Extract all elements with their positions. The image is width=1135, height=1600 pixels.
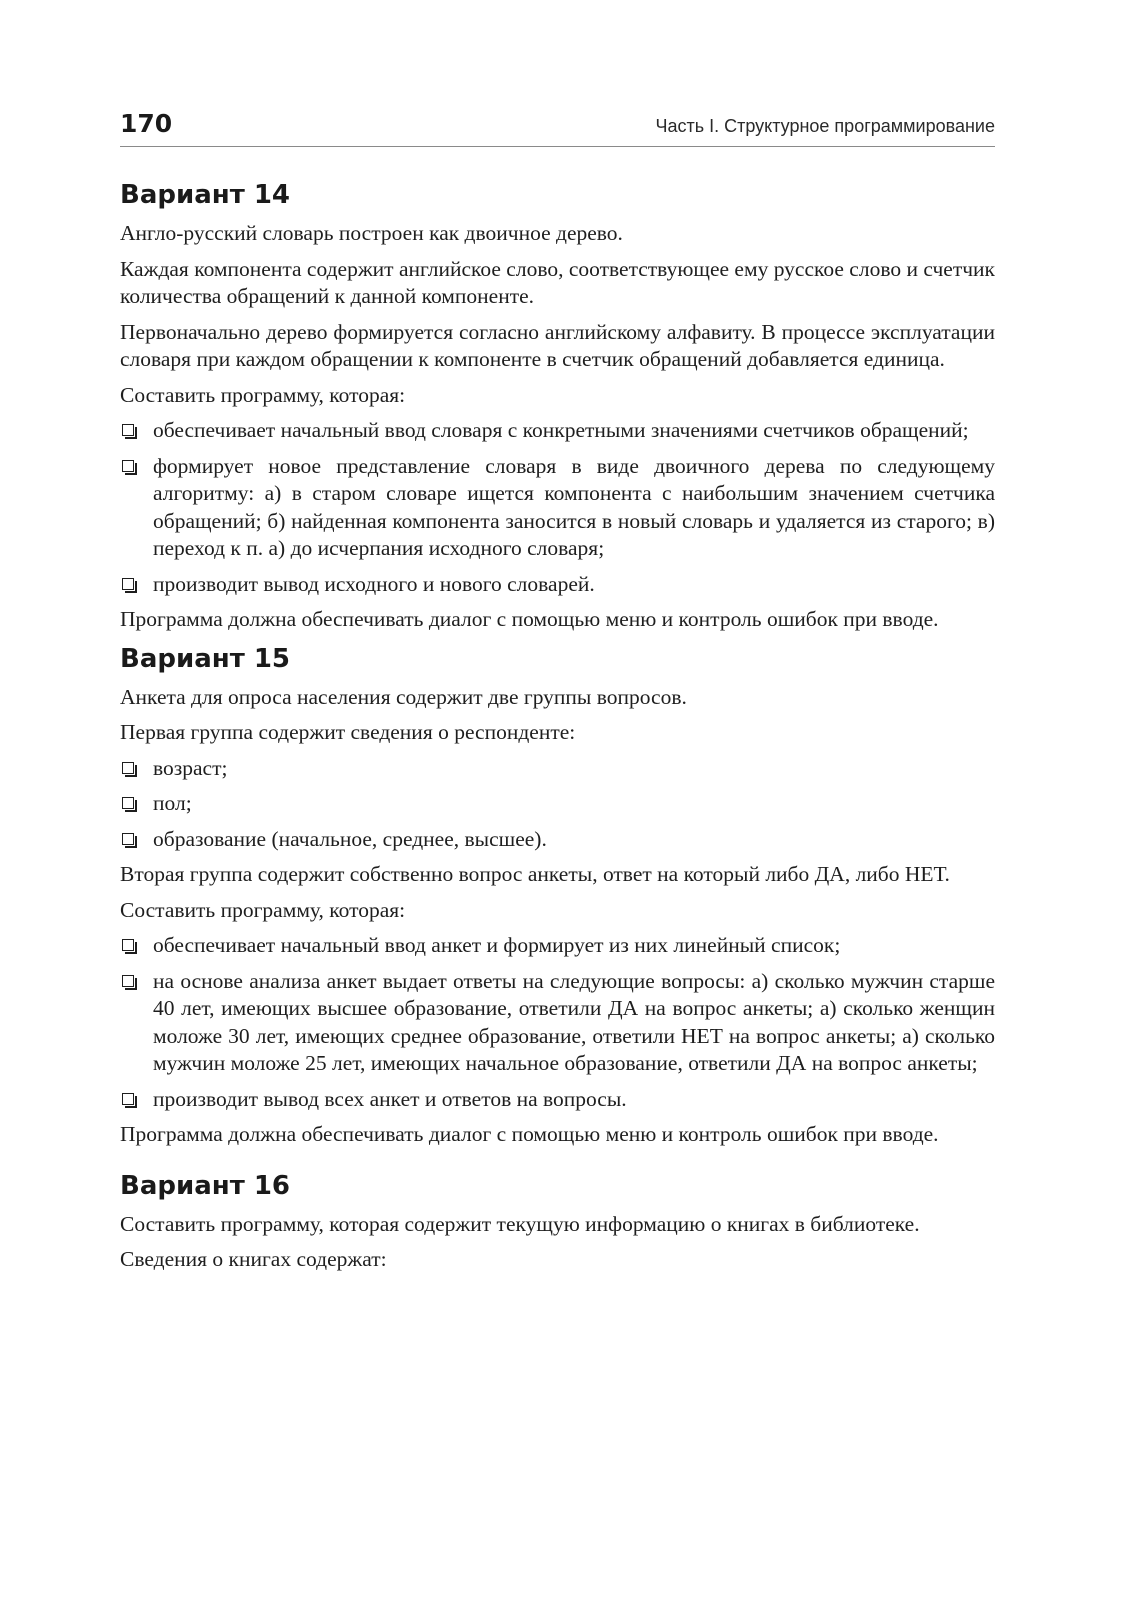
list-item-text: обеспечивает начальный ввод словаря с конкретными значениями счетчиков обращений; — [153, 418, 969, 442]
list-item-text: формирует новое представление словаря в виде двоичного дерева по следующему алгоритму: а) в старом словаре ищется компонента с наибольшим значением счетчика обращений; б) найденная компонента заносится в новый словарь и удаляется из старого; в) переход к п. а) до исчерпания исходного словаря; — [153, 453, 995, 560]
checkbox-bullet-icon — [122, 833, 134, 845]
bullet-list — [120, 417, 995, 598]
bullet-list — [120, 755, 995, 854]
list-item-text: производит вывод исходного и нового словарей. — [153, 571, 595, 596]
paragraph: Программа должна обеспечивать диалог с помощью меню и контроль ошибок при вводе. — [120, 607, 939, 631]
paragraph: Сведения о книгах содержат: — [120, 1247, 387, 1271]
list-item — [120, 932, 995, 960]
checkbox-bullet-icon — [122, 1093, 134, 1105]
list-item-text: обеспечивает начальный ввод анкет и формирует из них линейный список; — [153, 933, 841, 957]
page-content — [120, 178, 995, 1282]
checkbox-bullet-icon — [122, 460, 134, 472]
paragraph: Составить программу, которая: — [120, 382, 406, 407]
paragraph: Составить программу, которая: — [120, 897, 406, 922]
checkbox-bullet-icon — [122, 797, 134, 809]
checkbox-bullet-icon — [122, 939, 134, 951]
paragraph: Первая группа содержит сведения о респонденте: — [120, 720, 576, 744]
paragraph: Программа должна обеспечивать диалог с помощью меню и контроль ошибок при вводе. — [120, 1122, 939, 1146]
list-item — [120, 453, 995, 563]
section-variant — [120, 1169, 995, 1274]
paragraph: Вторая группа содержит собственно вопрос анкеты, ответ на который либо ДА, либо НЕТ. — [120, 862, 950, 886]
section-title: Вариант 14 — [120, 180, 291, 210]
list-item — [120, 417, 995, 445]
list-item — [120, 1086, 995, 1114]
list-item — [120, 968, 995, 1078]
list-item — [120, 571, 995, 599]
list-item-text: образование (начальное, среднее, высшее). — [153, 826, 547, 851]
checkbox-bullet-icon — [122, 578, 134, 590]
list-item-text: производит вывод всех анкет и ответов на вопросы. — [153, 1086, 627, 1111]
page-number: 170 — [120, 109, 173, 138]
running-title: Часть I. Структурное программирование — [655, 116, 995, 136]
paragraph: Первоначально дерево формируется согласно английскому алфавиту. В процессе эксплуатации словаря при каждом обращении к компоненте в счетчик обращений добавляется единица. — [120, 319, 995, 371]
checkbox-bullet-icon — [122, 424, 134, 436]
list-item — [120, 755, 995, 783]
page-header — [120, 108, 995, 147]
list-item-text: возраст; — [153, 755, 228, 780]
list-item-text: на основе анализа анкет выдает ответы на следующие вопросы: а) сколько мужчин старше 40 лет, имеющих высшее образование, ответили ДА на вопрос анкеты; а) сколько женщин моложе 30 лет, имеющих среднее образование, ответили НЕТ на вопрос анкеты; а) сколько мужчин моложе 25 лет, имеющих начальное образование, ответили ДА на вопрос анкеты; — [153, 968, 995, 1075]
section-title: Вариант 16 — [120, 1170, 291, 1201]
bullet-list — [120, 932, 995, 1113]
list-item — [120, 790, 995, 818]
paragraph: Каждая компонента содержит английское слово, соответствующее ему русское слово и счетчик количества обращений к данной компоненте. — [120, 256, 995, 308]
list-item — [120, 826, 995, 854]
checkbox-bullet-icon — [122, 975, 134, 987]
section-variant — [120, 178, 995, 634]
paragraph: Составить программу, которая содержит текущую информацию о книгах в библиотеке. — [120, 1211, 920, 1236]
checkbox-bullet-icon — [122, 762, 134, 774]
list-item-text: пол; — [153, 791, 192, 815]
section-title: Вариант 15 — [120, 643, 291, 674]
section-variant — [120, 642, 995, 1149]
paragraph: Англо-русский словарь построен как двоичное дерево. — [120, 221, 623, 245]
paragraph: Анкета для опроса населения содержит две группы вопросов. — [120, 684, 687, 709]
